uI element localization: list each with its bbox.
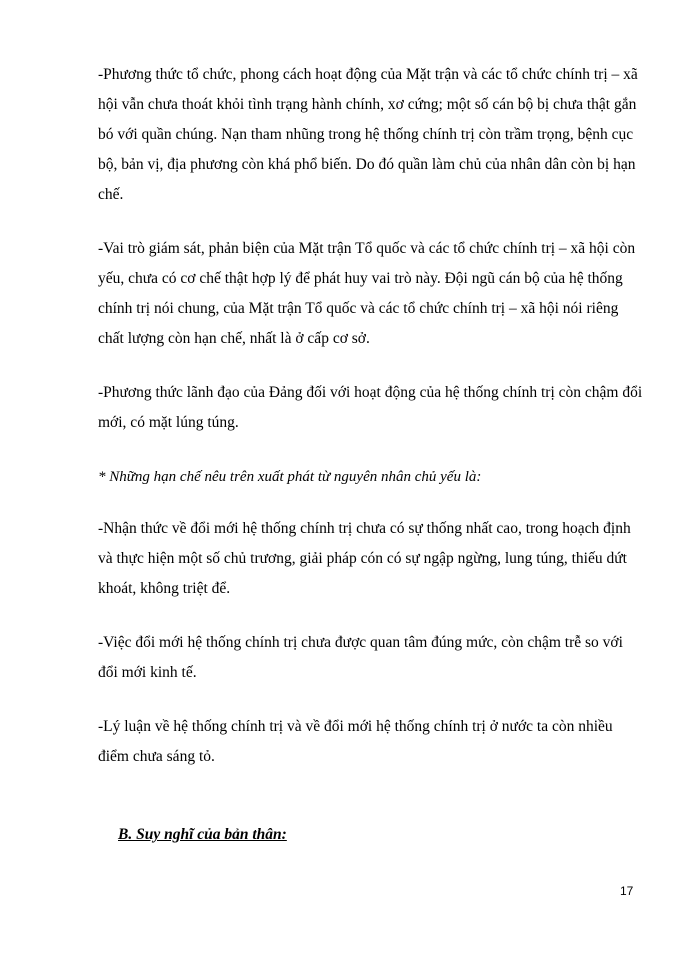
paragraph-awareness: -Nhận thức về đổi mới hệ thống chính trị chưa có sự thống nhất cao, trong hoạch định và thực hiện một số chủ trương, giải pháp cón có sự ngập ngừng, lung túng, thiếu dứt khoát, không triệt để. <box>98 520 631 597</box>
paragraph-theory: -Lý luận về hệ thống chính trị và về đổi mới hệ thống chính trị ở nước ta còn nhiều điểm chưa sáng tỏ. <box>98 718 613 765</box>
section-heading: B. Suy nghĩ của bản thân: <box>118 826 287 843</box>
paragraph-renovation-pace: -Việc đổi mới hệ thống chính trị chưa được quan tâm đúng mức, còn chậm trễ so với đổi mới kinh tế. <box>98 634 623 681</box>
paragraph-supervision-role: -Vai trò giám sát, phản biện của Mặt trận Tổ quốc và các tổ chức chính trị – xã hội còn yếu, chưa có cơ chế thật hợp lý để phát huy vai trò này. Đội ngũ cán bộ của hệ thống chính trị nói chung, của Mặt trận Tổ quốc và các tổ chức chính trị – xã hội nói riêng chất lượng còn hạn chế, nhất là ở cấp cơ sở. <box>98 240 636 347</box>
page-number: 17 <box>620 884 634 898</box>
paragraph-organization-method: -Phương thức tổ chức, phong cách hoạt động của Mặt trận và các tổ chức chính trị – xã hội vẫn chưa thoát khỏi tình trạng hành chính, xơ cứng; một số cán bộ bị chưa thật gắn bó với quần chúng. Nạn tham nhũng trong hệ thống chính trị còn trầm trọng, bệnh cục bộ, bản vị, địa phương còn khá phổ biến. Do đó quần làm chủ của nhân dân còn bị hạn chế. <box>98 66 638 203</box>
paragraph-causes-intro: * Những hạn chế nêu trên xuất phát từ nguyên nhân chủ yếu là: <box>98 469 482 485</box>
paragraph-leadership-method: -Phương thức lãnh đạo của Đảng đối với hoạt động của hệ thống chính trị còn chậm đổi mới, có mặt lúng túng. <box>98 384 643 431</box>
document-body <box>98 60 646 796</box>
